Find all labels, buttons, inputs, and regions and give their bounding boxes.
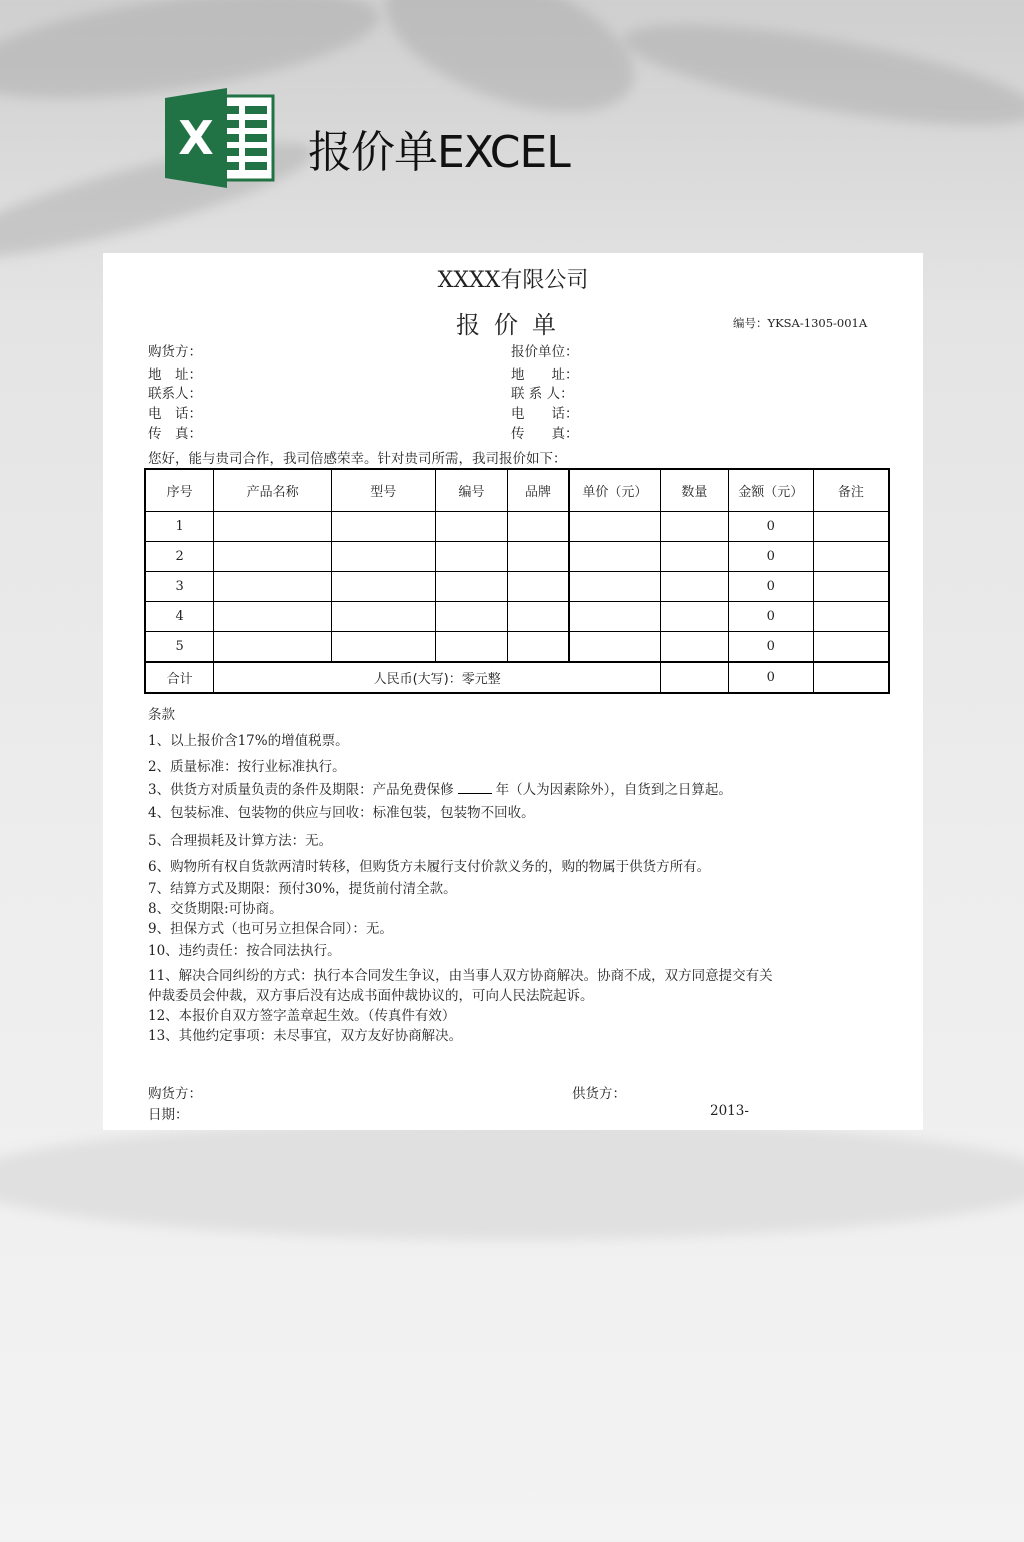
footer-buyer: 购货方： bbox=[148, 1086, 202, 1102]
cell bbox=[331, 602, 435, 632]
row-amount: 0 bbox=[728, 512, 813, 542]
buyer-label: 购货方： bbox=[148, 344, 202, 360]
column-header: 产品名称 bbox=[214, 469, 332, 512]
cell bbox=[214, 632, 332, 663]
cell bbox=[569, 632, 661, 663]
cell bbox=[331, 512, 435, 542]
seller-address: 地 址： bbox=[511, 367, 579, 383]
seller-contact: 联 系 人： bbox=[511, 386, 574, 402]
cell bbox=[661, 542, 729, 572]
cell bbox=[435, 512, 508, 542]
seller-fax: 传 真： bbox=[511, 426, 579, 442]
cell bbox=[214, 512, 332, 542]
cell bbox=[435, 602, 508, 632]
cell bbox=[435, 572, 508, 602]
term-item: 1、以上报价含17%的增值税票。 bbox=[148, 733, 349, 749]
table-row bbox=[145, 572, 889, 602]
row-number: 1 bbox=[145, 512, 214, 542]
row-amount: 0 bbox=[728, 602, 813, 632]
term-item: 12、本报价自双方签字盖章起生效。（传真件有效） bbox=[148, 1008, 456, 1024]
cell bbox=[813, 512, 889, 542]
cell bbox=[435, 542, 508, 572]
cell bbox=[331, 632, 435, 663]
total-in-words: 人民币(大写)：零元整 bbox=[214, 662, 661, 693]
terms-title: 条款 bbox=[148, 707, 175, 723]
cell bbox=[508, 602, 569, 632]
cell bbox=[813, 632, 889, 663]
cell bbox=[569, 602, 661, 632]
intro-text: 您好，能与贵司合作，我司倍感荣幸。针对贵司所需，我司报价如下： bbox=[148, 451, 567, 467]
cell bbox=[569, 542, 661, 572]
cell bbox=[661, 602, 729, 632]
app-title: 报价单EXCEL bbox=[308, 127, 570, 178]
row-number: 2 bbox=[145, 542, 214, 572]
cell bbox=[435, 632, 508, 663]
column-header: 数量 bbox=[661, 469, 729, 512]
term-3-text: 3、供货方对质量负责的条件及期限：产品免费保修 bbox=[148, 782, 454, 798]
column-header: 品牌 bbox=[508, 469, 569, 512]
seller-label: 报价单位： bbox=[511, 344, 579, 360]
excel-logo-letter: X bbox=[178, 111, 214, 165]
column-header: 金额（元） bbox=[728, 469, 813, 512]
cell bbox=[214, 542, 332, 572]
cell bbox=[569, 512, 661, 542]
column-header: 序号 bbox=[145, 469, 214, 512]
cell bbox=[813, 572, 889, 602]
term-item: 13、其他约定事项：未尽事宜，双方友好协商解决。 bbox=[148, 1028, 463, 1044]
row-number: 3 bbox=[145, 572, 214, 602]
row-amount: 0 bbox=[728, 632, 813, 663]
column-header: 型号 bbox=[331, 469, 435, 512]
seller-phone: 电 话： bbox=[511, 406, 579, 422]
quotation-sheet bbox=[103, 253, 923, 1130]
cell bbox=[508, 632, 569, 663]
warranty-years-blank bbox=[458, 781, 492, 794]
row-amount: 0 bbox=[728, 542, 813, 572]
total-row bbox=[145, 662, 889, 693]
buyer-fax: 传 真： bbox=[148, 426, 202, 442]
footer-date: 日期： bbox=[148, 1107, 189, 1123]
cell bbox=[569, 572, 661, 602]
document-number: 编号：YKSA-1305-001A bbox=[733, 316, 868, 330]
term-item: 10、违约责任：按合同法执行。 bbox=[148, 943, 341, 959]
row-amount: 0 bbox=[728, 572, 813, 602]
cell bbox=[813, 662, 889, 693]
term-item: 仲裁委员会仲裁，双方事后没有达成书面仲裁协议的，可向人民法院起诉。 bbox=[148, 988, 594, 1004]
cell bbox=[661, 632, 729, 663]
row-number: 5 bbox=[145, 632, 214, 663]
column-header: 单价（元） bbox=[569, 469, 661, 512]
column-header: 备注 bbox=[813, 469, 889, 512]
row-number: 4 bbox=[145, 602, 214, 632]
column-header: 编号 bbox=[435, 469, 508, 512]
cell bbox=[331, 542, 435, 572]
term-item bbox=[148, 778, 732, 798]
footer-year: 2013- bbox=[710, 1103, 749, 1119]
table-row bbox=[145, 542, 889, 572]
buyer-contact: 联系人： bbox=[148, 386, 202, 402]
cell bbox=[214, 602, 332, 632]
quotation-table bbox=[144, 468, 890, 694]
term-item: 6、购物所有权自货款两清时转移，但购货方未履行支付价款义务的，购的物属于供货方所有。 bbox=[148, 859, 711, 875]
total-amount: 0 bbox=[728, 662, 813, 693]
cell bbox=[214, 572, 332, 602]
background-shadow bbox=[0, 1120, 1024, 1240]
excel-icon bbox=[165, 88, 275, 188]
term-item: 8、交货期限:可协商。 bbox=[148, 901, 283, 917]
table-row bbox=[145, 632, 889, 663]
cell bbox=[508, 512, 569, 542]
term-item: 2、质量标准：按行业标准执行。 bbox=[148, 759, 346, 775]
table-row bbox=[145, 512, 889, 542]
footer-supplier: 供货方： bbox=[572, 1086, 626, 1102]
cell bbox=[331, 572, 435, 602]
buyer-phone: 电 话： bbox=[148, 406, 202, 422]
cell bbox=[661, 572, 729, 602]
buyer-address: 地 址： bbox=[148, 367, 202, 383]
total-label: 合计 bbox=[145, 662, 214, 693]
table-header-row bbox=[145, 469, 889, 512]
cell bbox=[661, 512, 729, 542]
term-item: 4、包装标准、包装物的供应与回收：标准包装，包装物不回收。 bbox=[148, 805, 535, 821]
company-name: XXXX有限公司 bbox=[437, 268, 589, 293]
cell bbox=[661, 662, 729, 693]
term-item: 9、担保方式（也可另立担保合同）：无。 bbox=[148, 921, 393, 937]
cell bbox=[508, 572, 569, 602]
header bbox=[165, 88, 865, 188]
term-item: 5、合理损耗及计算方法：无。 bbox=[148, 833, 333, 849]
document-title: 报价单 bbox=[456, 311, 570, 339]
term-3-suffix: 年（人为因素除外），自货到之日算起。 bbox=[495, 782, 732, 798]
table-row bbox=[145, 602, 889, 632]
cell bbox=[813, 602, 889, 632]
term-item: 11、解决合同纠纷的方式：执行本合同发生争议，由当事人双方协商解决。协商不成，双方同意提交有关 bbox=[148, 968, 773, 984]
term-item: 7、结算方式及期限：预付30%，提货前付清全款。 bbox=[148, 881, 457, 897]
cell bbox=[813, 542, 889, 572]
cell bbox=[508, 542, 569, 572]
